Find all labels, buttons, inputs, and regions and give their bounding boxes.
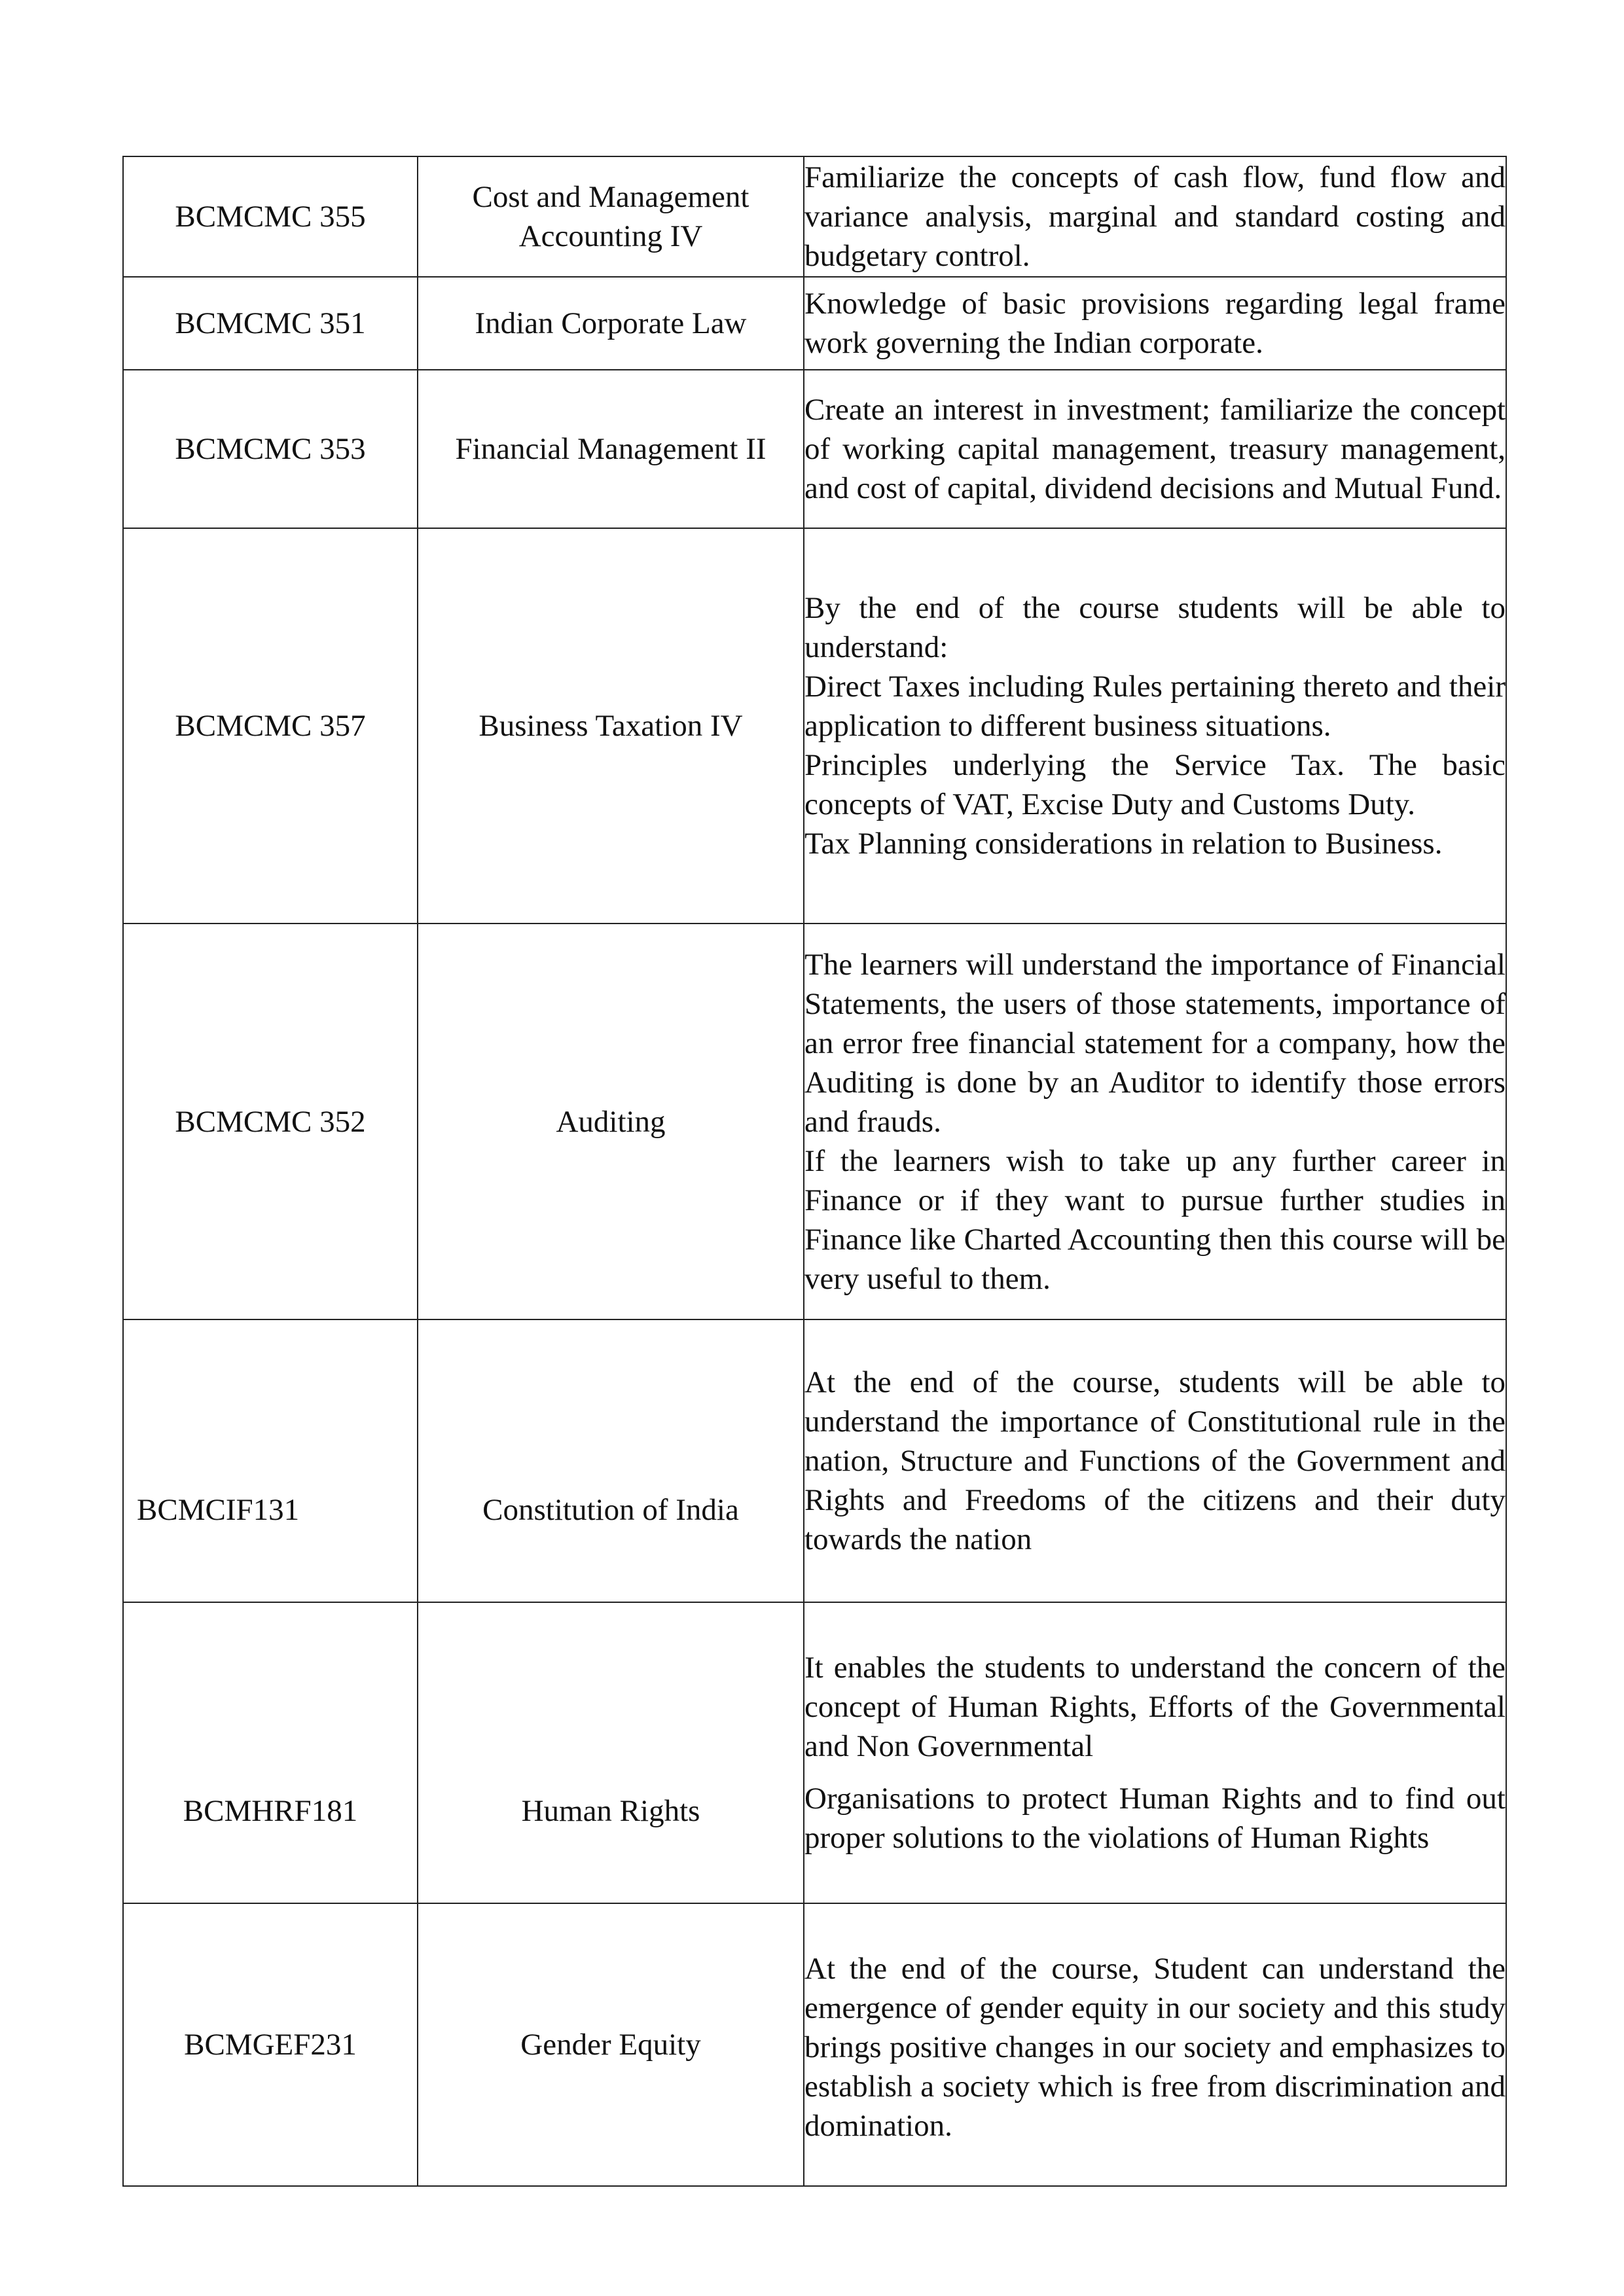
course-code: BCMCMC 353 bbox=[123, 370, 418, 528]
table-row bbox=[123, 1602, 1506, 1903]
course-name: Auditing bbox=[418, 924, 804, 1319]
course-outcome-paragraph: Direct Taxes including Rules pertaining thereto and their application to different business situations. bbox=[804, 670, 1506, 743]
course-code: BCMCIF131 bbox=[123, 1319, 418, 1602]
course-outcome-paragraph: Create an interest in investment; familiarize the concept of working capital management, treasury management, and cost of capital, dividend decisions and Mutual Fund. bbox=[804, 393, 1506, 505]
course-outcome-paragraph: Principles underlying the Service Tax. The basic concepts of VAT, Excise Duty and Customs Duty. bbox=[804, 748, 1506, 821]
table-row bbox=[123, 370, 1506, 528]
course-outcome-paragraph: At the end of the course, students will be able to understand the importance of Constitutional rule in the nation, Structure and Functions of the Government and Rights and Freedoms of the citizens and their duty towards the nation bbox=[804, 1365, 1506, 1556]
course-outcome-paragraph: If the learners wish to take up any further career in Finance or if they want to pursue further studies in Finance like Charted Accounting then this course will be very useful to them. bbox=[804, 1143, 1506, 1296]
course-outcome bbox=[804, 1602, 1506, 1903]
table-row bbox=[123, 1319, 1506, 1602]
course-name: Indian Corporate Law bbox=[418, 277, 804, 370]
course-outcome bbox=[804, 528, 1506, 924]
course-outcome bbox=[804, 1319, 1506, 1602]
course-name: Human Rights bbox=[418, 1602, 804, 1903]
course-outcome-paragraph: Tax Planning considerations in relation to Business. bbox=[804, 827, 1443, 861]
course-outcome bbox=[804, 277, 1506, 370]
course-code: BCMCMC 351 bbox=[123, 277, 418, 370]
course-outcome-paragraph: By the end of the course students will be able to understand: bbox=[804, 591, 1506, 664]
course-outcome-paragraph: It enables the students to understand the concern of the concept of Human Rights, Efforts of the Governmental and Non Governmental bbox=[804, 1651, 1506, 1763]
course-code: BCMGEF231 bbox=[123, 1903, 418, 2186]
course-outcome-paragraph: Familiarize the concepts of cash flow, fund flow and variance analysis, marginal and standard costing and budgetary control. bbox=[804, 160, 1506, 273]
course-name: Financial Management II bbox=[418, 370, 804, 528]
course-outcome-paragraph: At the end of the course, Student can understand the emergence of gender equity in our society and this study brings positive changes in our society and emphasizes to establish a society which is free from discrimination and domination. bbox=[804, 1952, 1506, 2143]
course-name: Business Taxation IV bbox=[418, 528, 804, 924]
course-code: BCMCMC 352 bbox=[123, 924, 418, 1319]
course-name: Gender Equity bbox=[418, 1903, 804, 2186]
course-outcome-paragraph: The learners will understand the importance of Financial Statements, the users of those statements, importance of an error free financial statement for a company, how the Auditing is done by an Auditor to identify those errors and frauds. bbox=[804, 947, 1506, 1139]
course-outcomes-table bbox=[122, 156, 1507, 2187]
table-row bbox=[123, 277, 1506, 370]
course-name: Cost and Management Accounting IV bbox=[418, 156, 804, 277]
course-outcome bbox=[804, 156, 1506, 277]
course-code: BCMHRF181 bbox=[123, 1602, 418, 1903]
course-outcome bbox=[804, 924, 1506, 1319]
course-code: BCMCMC 357 bbox=[123, 528, 418, 924]
course-code: BCMCMC 355 bbox=[123, 156, 418, 277]
table-row bbox=[123, 924, 1506, 1319]
table-row bbox=[123, 156, 1506, 277]
course-outcome bbox=[804, 1903, 1506, 2186]
course-outcome bbox=[804, 370, 1506, 528]
course-name: Constitution of India bbox=[418, 1319, 804, 1602]
table-row bbox=[123, 528, 1506, 924]
course-outcome-paragraph: Organisations to protect Human Rights and to find out proper solutions to the violations of Human Rights bbox=[804, 1782, 1506, 1855]
table-row bbox=[123, 1903, 1506, 2186]
course-outcome-paragraph: Knowledge of basic provisions regarding legal frame work governing the Indian corporate. bbox=[804, 287, 1506, 360]
